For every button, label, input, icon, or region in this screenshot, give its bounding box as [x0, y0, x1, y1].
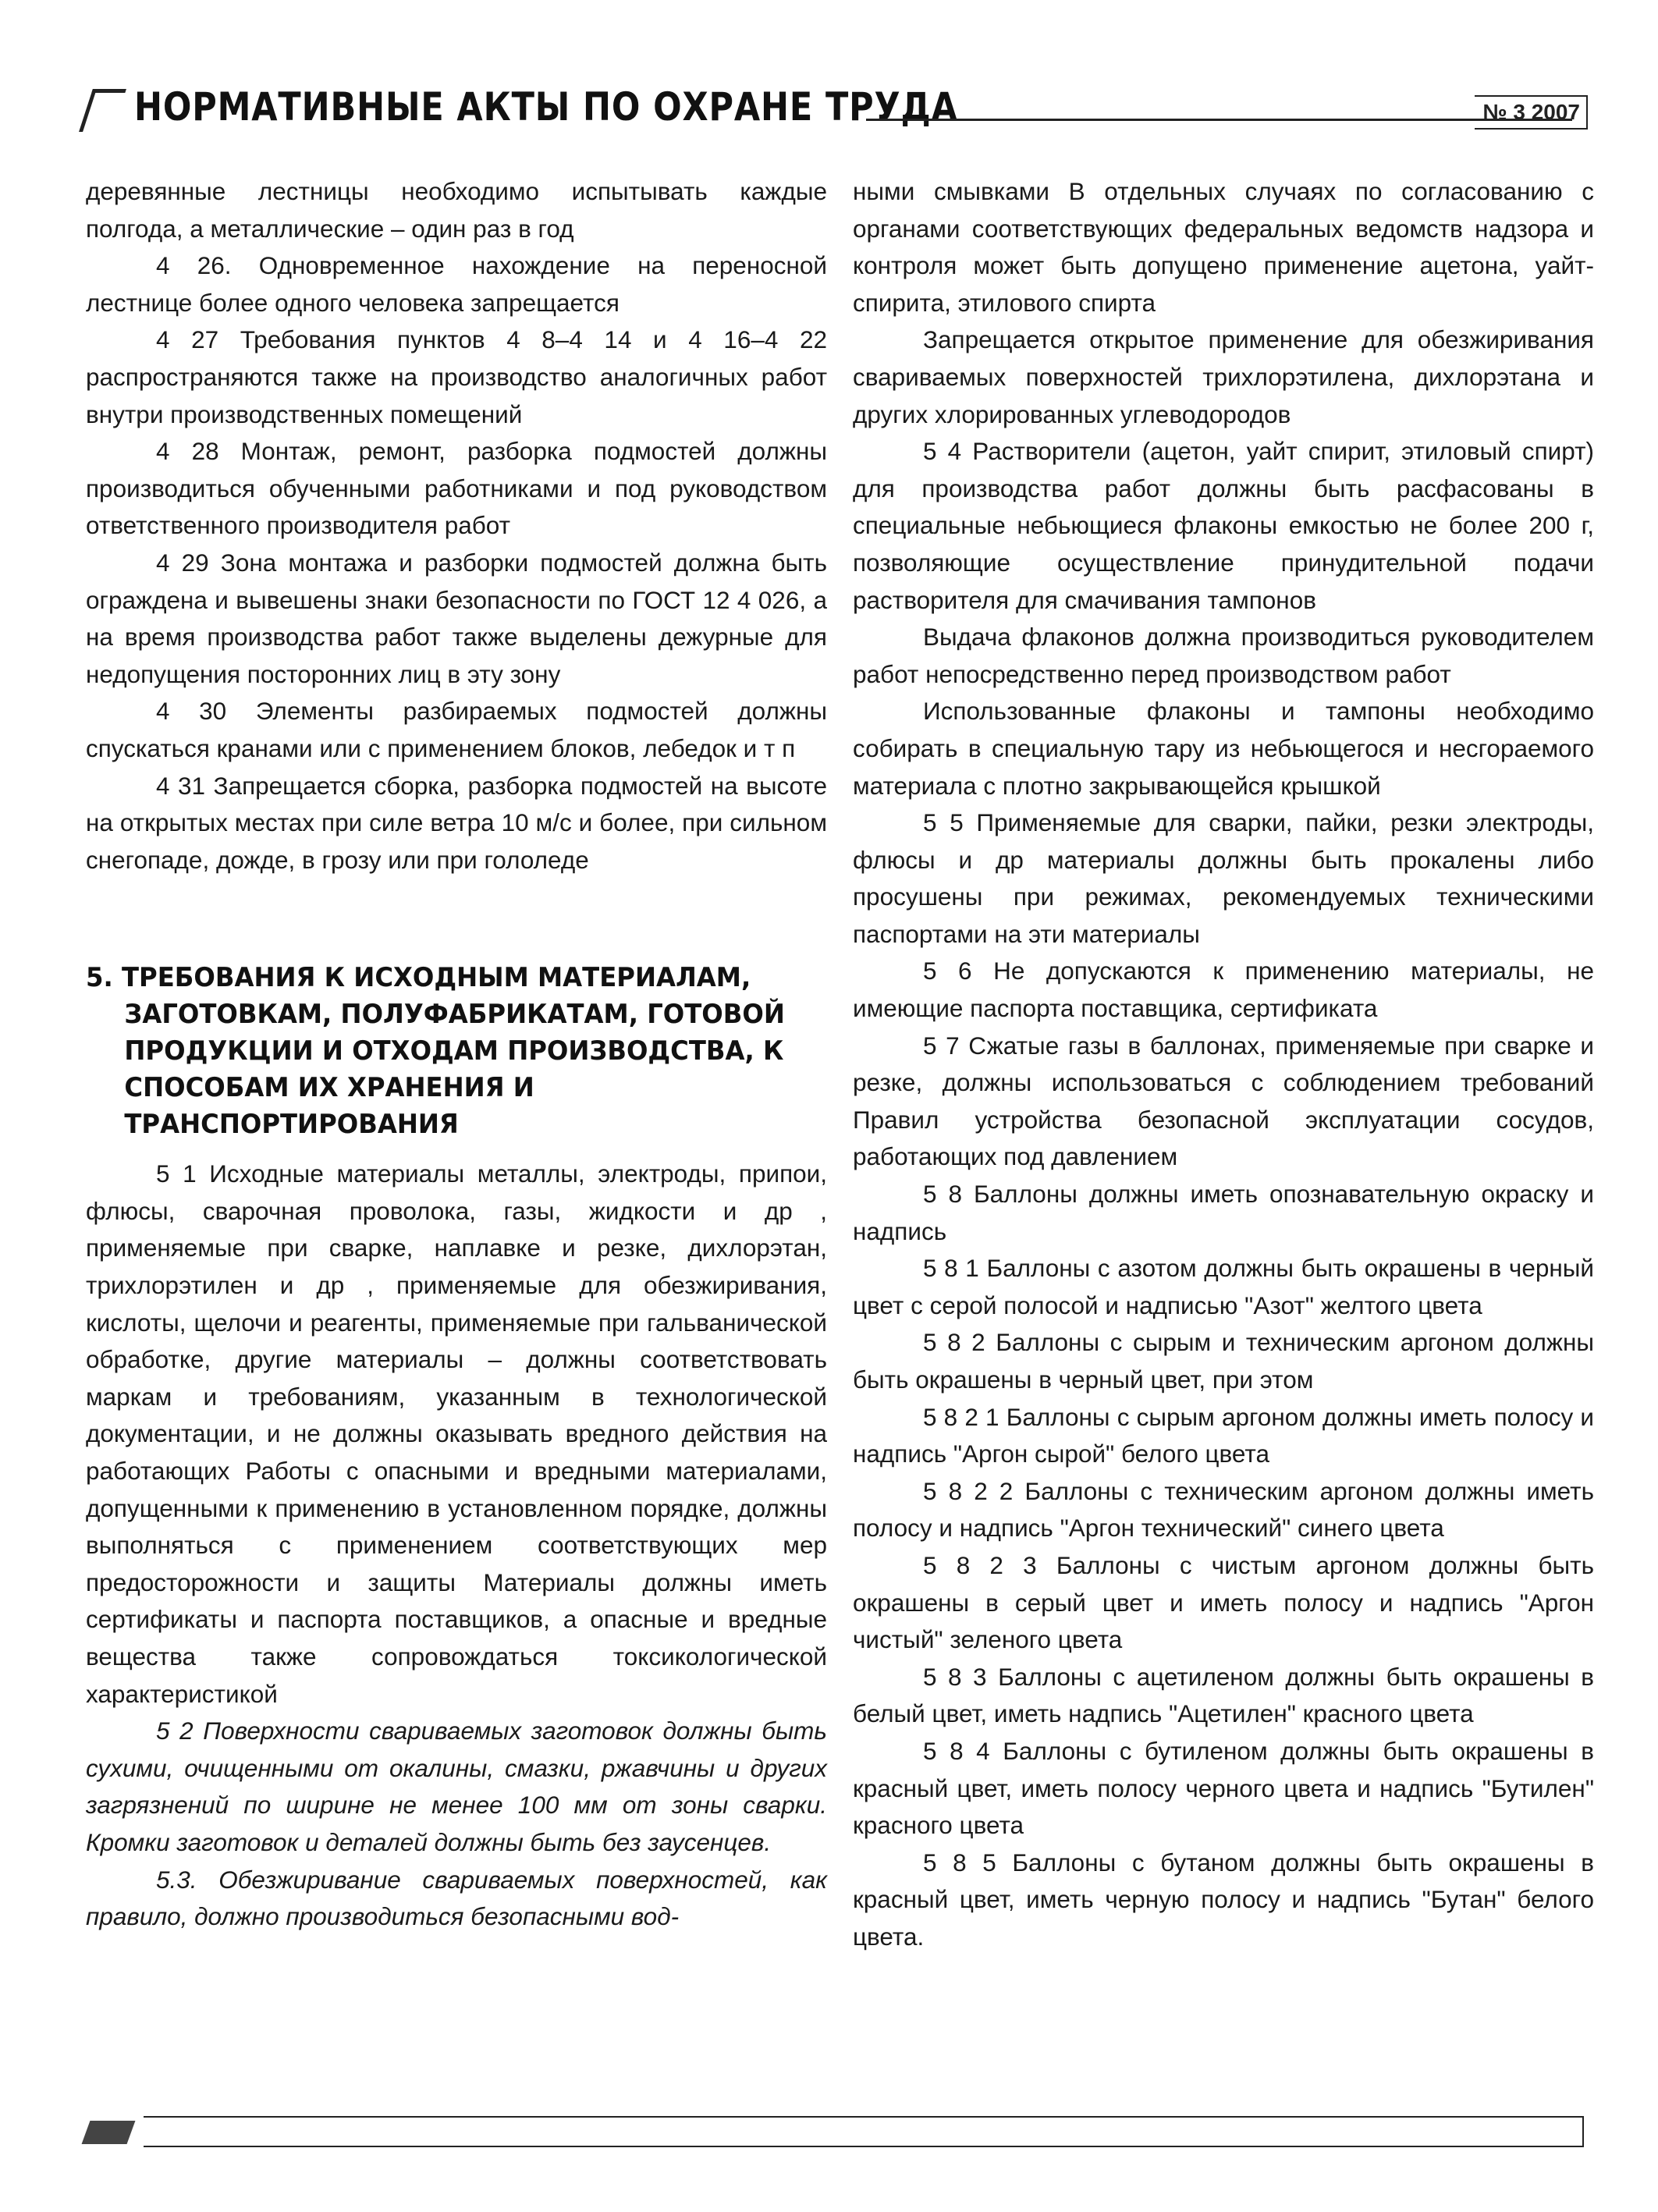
paragraph-5-8: 5 8 Баллоны должны иметь опознавательную окраску и надпись: [853, 1180, 1594, 1245]
paragraph: Запрещается открытое применение для обезжиривания свариваемых поверхностей трихлорэтилена, дихлорэтана и других хлорированных углеводородов: [853, 325, 1594, 428]
header-rule: [866, 119, 1572, 121]
paragraph-5-6: 5 6 Не допускаются к применению материалы, не имеющие паспорта поставщика, сертификата: [853, 957, 1594, 1023]
section-spacer: [86, 879, 827, 960]
page-footer: [86, 2116, 1584, 2147]
section-5-title: 5. ТРЕБОВАНИЯ К ИСХОДНЫМ МАТЕРИАЛАМ, ЗАГОТОВКАМ, ПОЛУФАБРИКАТАМ, ГОТОВОЙ ПРОДУКЦИИ И ОТХОДАМ ПРОИЗВОДСТВА, К СПОСОБАМ ИХ ХРАНЕНИЯ И ТРАНСПОРТИРОВАНИЯ: [86, 962, 785, 1141]
paragraph-4-29: 4 29 Зона монтажа и разборки подмостей должна быть ограждена и вывешены знаки безопасности по ГОСТ 12 4 026, а на время производства работ также выделены дежурные для недопущения посторонних лиц в эту зону: [86, 548, 827, 688]
header-bracket-mark: [79, 89, 126, 132]
paragraph-5-8-2-2: 5 8 2 2 Баллоны с техническим аргоном должны иметь полосу и надпись "Аргон технический" синего цвета: [853, 1476, 1594, 1543]
paragraph-5-8-2-3: 5 8 2 3 Баллоны с чистым аргоном должны быть окрашены в серый цвет и иметь полосу и надпись "Аргон чистый" зеленого цвета: [853, 1550, 1594, 1654]
paragraph-5-8-4: 5 8 4 Баллоны с бутиленом должны быть окрашены в красный цвет, иметь полосу черного цвета и надпись "Бутилен" красного цвета: [853, 1736, 1594, 1840]
paragraph-5-1: 5 1 Исходные материалы металлы, электроды, припои, флюсы, сварочная проволока, газы, жидкости и др , применяемые при сварке, наплавке и резке, дихлорэтан, трихлорэтилен и др , применяемые для обезжиривания, кислоты, щелочи и реагенты, применяемые при гальванической обработке, другие материалы – должны соответствовать маркам и требованиям, указанным в технологической документации, и не должны оказывать вредного действия на работающих Работы с опасными и вредными материалами, допущенными к применению в установленном порядке, должны выполняться с применением соответствующих мер предосторожности и защиты Материалы должны иметь сертификаты и паспорта поставщиков, а опасные и вредные вещества также сопровождаться токсикологической характеристикой: [86, 1159, 827, 1708]
paragraph-5-8-2-1: 5 8 2 1 Баллоны с сырым аргоном должны иметь полосу и надпись "Аргон сырой" белого цвета: [853, 1402, 1594, 1468]
issue-number: № 3 2007: [1475, 95, 1588, 130]
paragraph-5-7: 5 7 Сжатые газы в баллонах, применяемые при сварке и резке, должны использоваться с соблюдением требований Правил устройства безопасной эксплуатации сосудов, работающих под давлением: [853, 1031, 1594, 1171]
paragraph-4-31: 4 31 Запрещается сборка, разборка подмостей на высоте на открытых местах при силе ветра 10 м/с и более, при сильном снегопаде, дожде, в грозу или при гололеде: [86, 771, 827, 874]
paragraph-5-3: 5.3. Обезжиривание свариваемых поверхностей, как правило, должно производиться безопасными вод-: [86, 1865, 827, 1931]
paragraph: Выдача флаконов должна производиться руководителем работ непосредственно перед производством работ: [853, 623, 1594, 688]
paragraph-5-8-5: 5 8 5 Баллоны с бутаном должны быть окрашены в красный цвет, иметь черную полосу и надпись "Бутан" белого цвета.: [853, 1848, 1594, 1951]
paragraph-5-8-1: 5 8 1 Баллоны с азотом должны быть окрашены в черный цвет с серой полосой и надписью "Азот" желтого цвета: [853, 1254, 1594, 1319]
paragraph-4-26: 4 26. Одновременное нахождение на переносной лестнице более одного человека запрещается: [86, 251, 827, 317]
paragraph: ными смывками В отдельных случаях по согласованию с органами соответствующих федеральных ведомств надзора и контроля может быть допущено применение ацетона, уайт-спирита, этилового спирта: [853, 177, 1594, 317]
footer-page-mark: [82, 2121, 136, 2144]
right-column: [853, 173, 1594, 1956]
footer-rule-box: [144, 2116, 1584, 2147]
paragraph-4-27: 4 27 Требования пунктов 4 8–4 14 и 4 16–4 22 распространяются также на производство аналогичных работ внутри производственных помещений: [86, 325, 827, 428]
paragraph-5-8-2: 5 8 2 Баллоны с сырым и техническим аргоном должны быть окрашены в черный цвет, при этом: [853, 1328, 1594, 1394]
paragraph-5-5: 5 5 Применяемые для сварки, пайки, резки электроды, флюсы и др материалы должны быть прокалены либо просушены при режимах, рекомендуемых техническими паспортами на эти материалы: [853, 808, 1594, 948]
paragraph-4-28: 4 28 Монтаж, ремонт, разборка подмостей должны производиться обученными работниками и под руководством ответственного производителя работ: [86, 437, 827, 540]
left-column: [86, 173, 827, 1936]
header-title: НОРМАТИВНЫЕ АКТЫ ПО ОХРАНЕ ТРУДА: [134, 84, 958, 130]
paragraph-5-2: 5 2 Поверхности свариваемых заготовок должны быть сухими, очищенными от окалины, смазки, ржавчины и других загрязнений по ширине не менее 100 мм от зоны сварки. Кромки заготовок и деталей должны быть без заусенцев.: [86, 1717, 827, 1856]
paragraph-4-30: 4 30 Элементы разбираемых подмостей должны спускаться кранами или с применением блоков, лебедок и т п: [86, 697, 827, 762]
page-header: [86, 84, 1588, 139]
paragraph: Использованные флаконы и тампоны необходимо собирать в специальную тару из небьющегося и несгораемого материала с плотно закрывающейся крышкой: [853, 697, 1594, 800]
paragraph-5-8-3: 5 8 3 Баллоны с ацетиленом должны быть окрашены в белый цвет, иметь надпись "Ацетилен" красного цвета: [853, 1662, 1594, 1728]
paragraph-5-4: 5 4 Растворители (ацетон, уайт спирит, этиловый спирт) для производства работ должны быть расфасованы в специальные небьющиеся флаконы емкостью не более 200 г, позволяющие осуществление принудительной подачи растворителя для смачивания тампонов: [853, 437, 1594, 614]
paragraph: деревянные лестницы необходимо испытывать каждые полгода, а металлические – один раз в год: [86, 177, 827, 243]
